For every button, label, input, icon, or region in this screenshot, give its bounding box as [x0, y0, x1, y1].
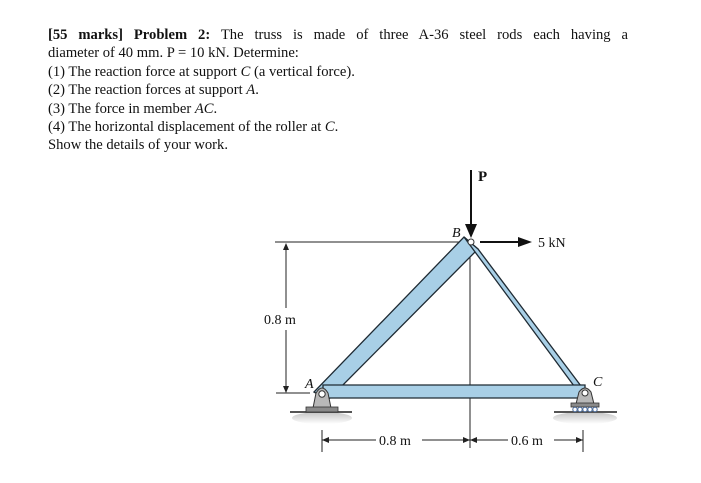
- label-5kn: 5 kN: [538, 236, 566, 251]
- question-4: (4) The horizontal displacement of the roller at C.: [48, 119, 339, 136]
- question-3: (3) The force in member AC.: [48, 100, 218, 117]
- label-p: P: [478, 169, 488, 185]
- ground-c: [553, 412, 617, 424]
- member-ab: [314, 237, 478, 400]
- joint-b-pin: [468, 239, 474, 245]
- label-b: B: [452, 226, 461, 241]
- member-ac: [323, 385, 585, 398]
- rollers: [573, 407, 597, 411]
- label-span-right: 0.6 m: [511, 434, 543, 449]
- problem-heading: [55 marks] Problem 2:: [48, 27, 211, 43]
- question-2: (2) The reaction forces at support A.: [48, 82, 259, 99]
- problem-line-2: diameter of 40 mm. P = 10 kN. Determine:: [48, 45, 299, 62]
- member-bc: [464, 237, 590, 398]
- load-p-arrow: [465, 170, 477, 238]
- horizontal-load-arrow: [480, 237, 532, 247]
- label-a: A: [305, 377, 314, 392]
- problem-intro: The truss is made of three A-36 steel rods each having a: [210, 27, 628, 43]
- label-c: C: [593, 375, 603, 390]
- question-1: (1) The reaction force at support C (a vertical force).: [48, 63, 355, 80]
- label-height: 0.8 m: [264, 313, 296, 328]
- label-span-left: 0.8 m: [379, 434, 411, 449]
- ground-a: [290, 412, 352, 424]
- span-dimensions: [322, 430, 583, 452]
- closing-instruction: Show the details of your work.: [48, 137, 228, 154]
